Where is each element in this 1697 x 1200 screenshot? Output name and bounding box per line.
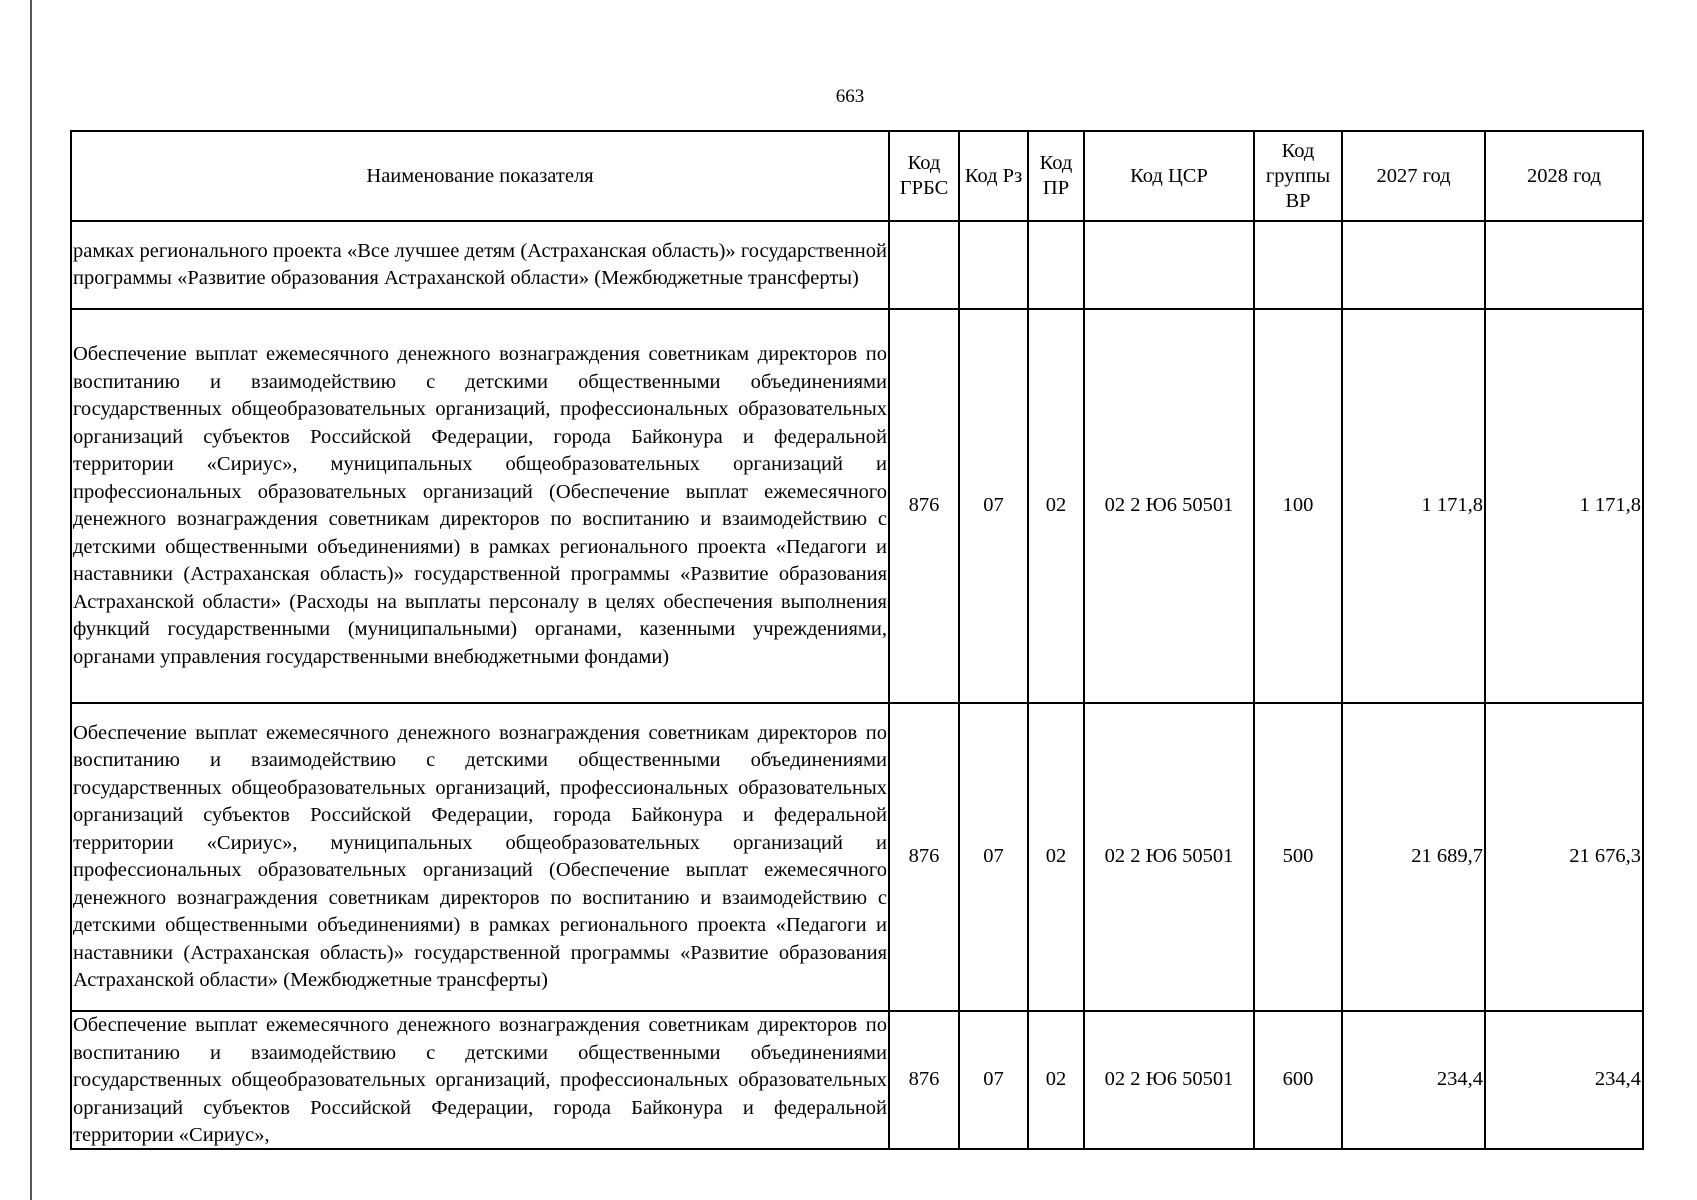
budget-table [70,130,1644,1150]
row-grbs: 876 [889,1011,959,1149]
row-2028 [1485,221,1643,309]
row-csr: 02 2 Ю6 50501 [1084,1011,1254,1149]
row-csr: 02 2 Ю6 50501 [1084,703,1254,1011]
page-binding-line [30,0,32,1200]
row-2027: 21 689,7 [1342,703,1485,1011]
header-vr: Код группы ВР [1254,131,1342,221]
row-2028: 234,4 [1485,1011,1643,1149]
header-csr: Код ЦСР [1084,131,1254,221]
table-row [71,703,1643,1011]
row-grbs: 876 [889,309,959,703]
row-grbs [889,221,959,309]
row-2027: 234,4 [1342,1011,1485,1149]
table-row [71,1011,1643,1149]
row-grbs: 876 [889,703,959,1011]
row-name: Обеспечение выплат ежемесячного денежного вознаграждения советникам директоров по воспитанию и взаимодействию с детскими общественными объединениями государственных общеобразовательных организаций, профессиональных образовательных организаций субъектов Российской Федерации, города Байконура и федеральной территории «Сириус», [73,1014,887,1146]
row-2028: 1 171,8 [1485,309,1643,703]
row-rz: 07 [959,703,1028,1011]
row-csr: 02 2 Ю6 50501 [1084,309,1254,703]
table-row [71,221,1643,309]
row-csr [1084,221,1254,309]
row-pr: 02 [1028,309,1084,703]
header-pr: Код ПР [1028,131,1084,221]
header-name: Наименование показателя [71,131,889,221]
table-row [71,309,1643,703]
row-name-cell [71,1011,889,1149]
row-2028: 21 676,3 [1485,703,1643,1011]
row-rz [959,221,1028,309]
table-body [71,221,1643,1149]
row-2027 [1342,221,1485,309]
row-2027: 1 171,8 [1342,309,1485,703]
row-pr: 02 [1028,1011,1084,1149]
page-number: 663 [835,86,865,107]
header-row [71,131,1643,221]
row-pr: 02 [1028,703,1084,1011]
row-pr [1028,221,1084,309]
header-2028: 2028 год [1485,131,1643,221]
table-header [71,131,1643,221]
row-rz: 07 [959,309,1028,703]
header-grbs: Код ГРБС [889,131,959,221]
row-name: рамках регионального проекта «Все лучшее детям (Астраханская область)» государственной программы «Развитие образования Астраханской области» (Межбюджетные трансферты) [71,221,889,309]
row-vr [1254,221,1342,309]
row-vr: 600 [1254,1011,1342,1149]
row-vr: 500 [1254,703,1342,1011]
header-2027: 2027 год [1342,131,1485,221]
row-rz: 07 [959,1011,1028,1149]
row-name: Обеспечение выплат ежемесячного денежного вознаграждения советникам директоров по воспитанию и взаимодействию с детскими общественными объединениями государственных общеобразовательных организаций, профессиональных образовательных организаций субъектов Российской Федерации, города Байконура и федеральной территории «Сириус», муниципальных общеобразовательных организаций и профессиональных образовательных организаций (Обеспечение выплат ежемесячного денежного вознаграждения советникам директоров по воспитанию и взаимодействию с детскими общественными объединениями) в рамках регионального проекта «Педагоги и наставники (Астраханская область)» государственной программы «Развитие образования Астраханской области» (Расходы на выплаты персоналу в целях обеспечения выполнения функций государственными (муниципальными) органами, казенными учреждениями, органами управления государственными внебюджетными фондами) [71,309,889,703]
header-rz: Код Рз [959,131,1028,221]
row-vr: 100 [1254,309,1342,703]
row-name: Обеспечение выплат ежемесячного денежного вознаграждения советникам директоров по воспитанию и взаимодействию с детскими общественными объединениями государственных общеобразовательных организаций, профессиональных образовательных организаций субъектов Российской Федерации, города Байконура и федеральной территории «Сириус», муниципальных общеобразовательных организаций и профессиональных образовательных организаций (Обеспечение выплат ежемесячного денежного вознаграждения советникам директоров по воспитанию и взаимодействию с детскими общественными объединениями) в рамках регионального проекта «Педагоги и наставники (Астраханская область)» государственной программы «Развитие образования Астраханской области» (Межбюджетные трансферты) [71,703,889,1011]
